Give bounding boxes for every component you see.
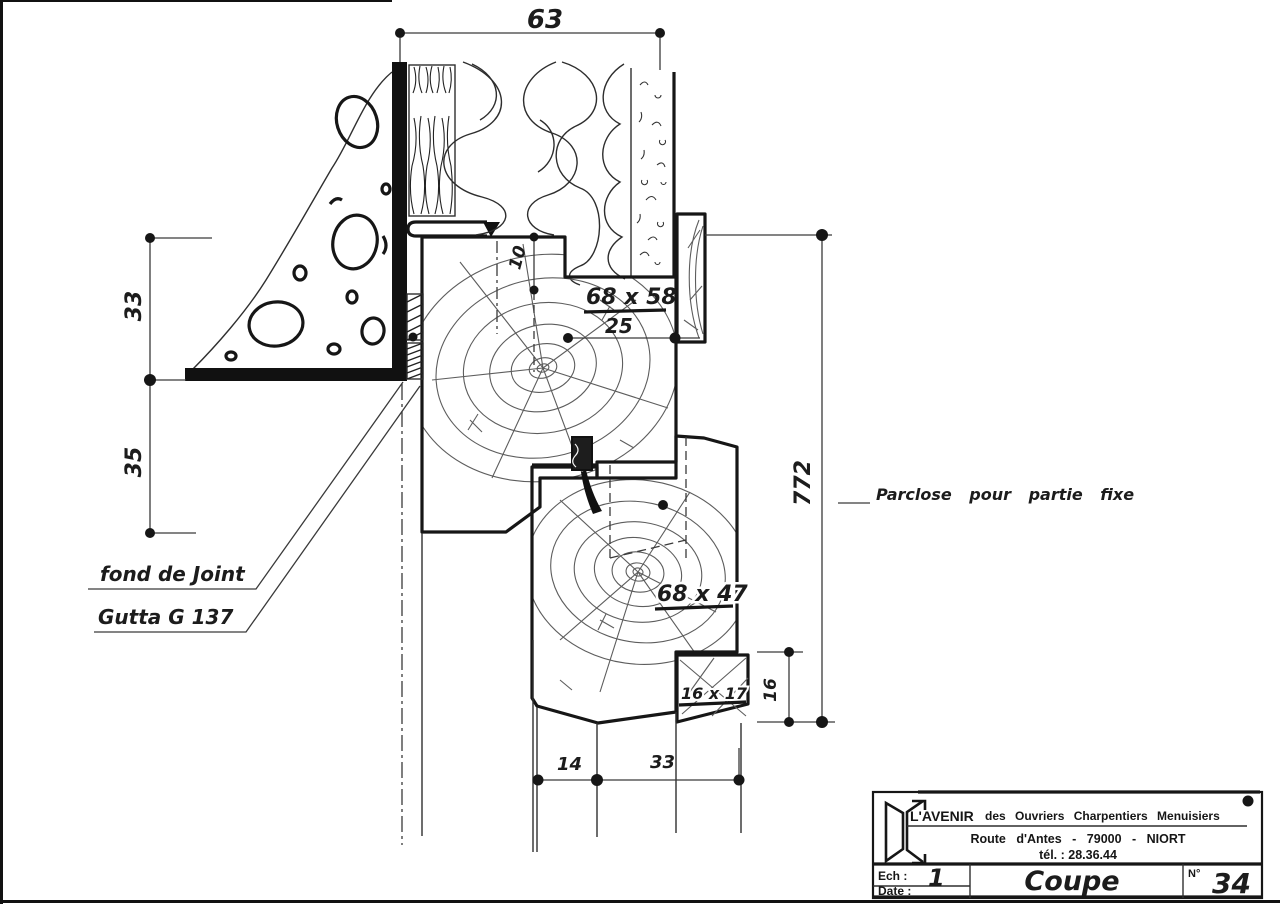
date-label: Date : xyxy=(878,884,912,898)
company-address: Route d'Antes - 79000 - NIORT xyxy=(970,832,1186,846)
dim-bottom-sash-face: 14 xyxy=(557,754,583,775)
company-type: des Ouvriers Charpentiers Menuisiers xyxy=(985,809,1220,823)
note-glazing-bead: Parclose pour partie fixe xyxy=(876,485,1135,504)
parclose-bead xyxy=(677,214,705,342)
sheet-number: 34 xyxy=(1212,867,1251,900)
dim-overall-height: 772 xyxy=(791,460,816,506)
render-strip xyxy=(631,68,674,277)
scale-label: Ech : xyxy=(878,869,908,883)
note-seal-reference: Gutta G 137 xyxy=(98,605,234,629)
dim-frame-face: 25 xyxy=(605,314,633,338)
title-block-dot xyxy=(1243,796,1254,807)
notes xyxy=(88,382,1134,632)
sash-growth-rings xyxy=(514,465,761,692)
title-block xyxy=(873,792,1262,900)
dim-left-lower: 35 xyxy=(122,446,147,478)
frame-member xyxy=(389,233,696,532)
scale-value: 1 xyxy=(928,864,945,892)
dim-frame-section: 68 x 58 xyxy=(586,285,677,310)
company-name: L'AVENIR xyxy=(910,808,974,824)
note-joint-backing: fond de Joint xyxy=(100,562,245,586)
company-phone: tél. : 28.36.44 xyxy=(1039,848,1117,862)
dim-left-upper: 33 xyxy=(122,290,147,322)
sheet-label: N° xyxy=(1188,868,1201,880)
dim-bead-section: 16 x 17 xyxy=(681,684,747,703)
drawing-title: Coupe xyxy=(1024,866,1120,897)
dim-bead-height: 16 xyxy=(761,678,781,702)
dim-sash-section: 68 x 47 xyxy=(657,582,748,607)
dim-bottom-opening: 33 xyxy=(650,752,676,773)
concrete-sill xyxy=(192,72,392,370)
sheet-lip xyxy=(408,222,500,237)
dimensions xyxy=(122,5,835,786)
timber-batten xyxy=(409,65,455,216)
dim-top-width: 63 xyxy=(526,5,564,35)
dim-frame-head-drop: 10 xyxy=(505,243,531,272)
